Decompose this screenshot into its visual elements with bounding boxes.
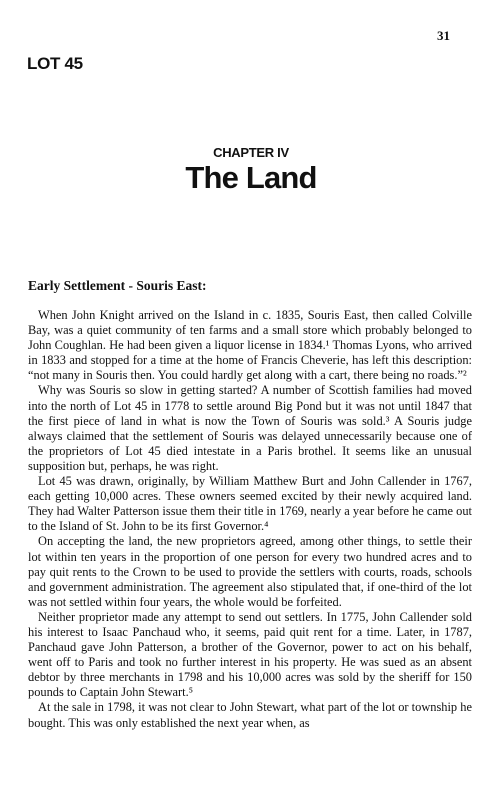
paragraph: On accepting the land, the new proprietors agreed, among other things, to settle their lot within ten years in the proportion of one person for every two hundred acres and to pay quit rents to the Crown to be used to provide the settlers with courts, roads, schools and government administration. The agreement also stipulated that, if one-third of the lot was not settled within four years, the whole would be forfeited.	[28, 534, 472, 609]
paragraph: Lot 45 was drawn, originally, by William Matthew Burt and John Callender in 1767, each getting 10,000 acres. These owners seemed excited by their newly acquired land. They had Walter Patterson issue them their title in 1769, nearly a year before he came out to the Island of St. John to be its first Governor.⁴	[28, 474, 472, 534]
paragraph: Why was Souris so slow in getting started? A number of Scottish families had moved into the north of Lot 45 in 1778 to settle around Big Pond but it was not until 1847 that the first piece of land in what is now the Town of Souris was sold.³ A Souris judge always claimed that the settlement of Souris was delayed unnecessarily because one of the proprietors of Lot 45 died intestate in a Paris brothel. It seems like an unusual supposition but, perhaps, he was right.	[28, 383, 472, 473]
paragraph: Neither proprietor made any attempt to send out settlers. In 1775, John Callender sold his interest to Isaac Panchaud who, it seems, paid quit rent for a time. Later, in 1787, Panchaud gave John Patterson, a brother of the Governor, power to act on his behalf, went off to Paris and took no further interest in his property. He was sued as an absent debtor by three merchants in 1798 and his 10,000 acres was sold by the sheriff for 150 pounds to Captain John Stewart.⁵	[28, 609, 472, 700]
running-head: LOT 45	[27, 54, 83, 73]
body-text	[28, 308, 472, 731]
page-number: 31	[437, 28, 450, 43]
chapter-title: The Land	[185, 160, 317, 195]
paragraph: At the sale in 1798, it was not clear to John Stewart, what part of the lot or township he bought. This was only established the next year when, as	[28, 700, 472, 730]
chapter-label: CHAPTER IV	[213, 145, 289, 160]
paragraph: When John Knight arrived on the Island in c. 1835, Souris East, then called Colville Bay, was a quiet community of ten farms and a small store which probably belonged to John Coughlan. He had been given a liquor license in 1834.¹ Thomas Lyons, who arrived in 1833 and stopped for a time at the home of Francis Cheverie, has left this description: “not many in Souris then. You could hardly get along with a cart, there being no roads.”²	[28, 308, 472, 383]
section-heading: Early Settlement - Souris East:	[28, 278, 207, 293]
